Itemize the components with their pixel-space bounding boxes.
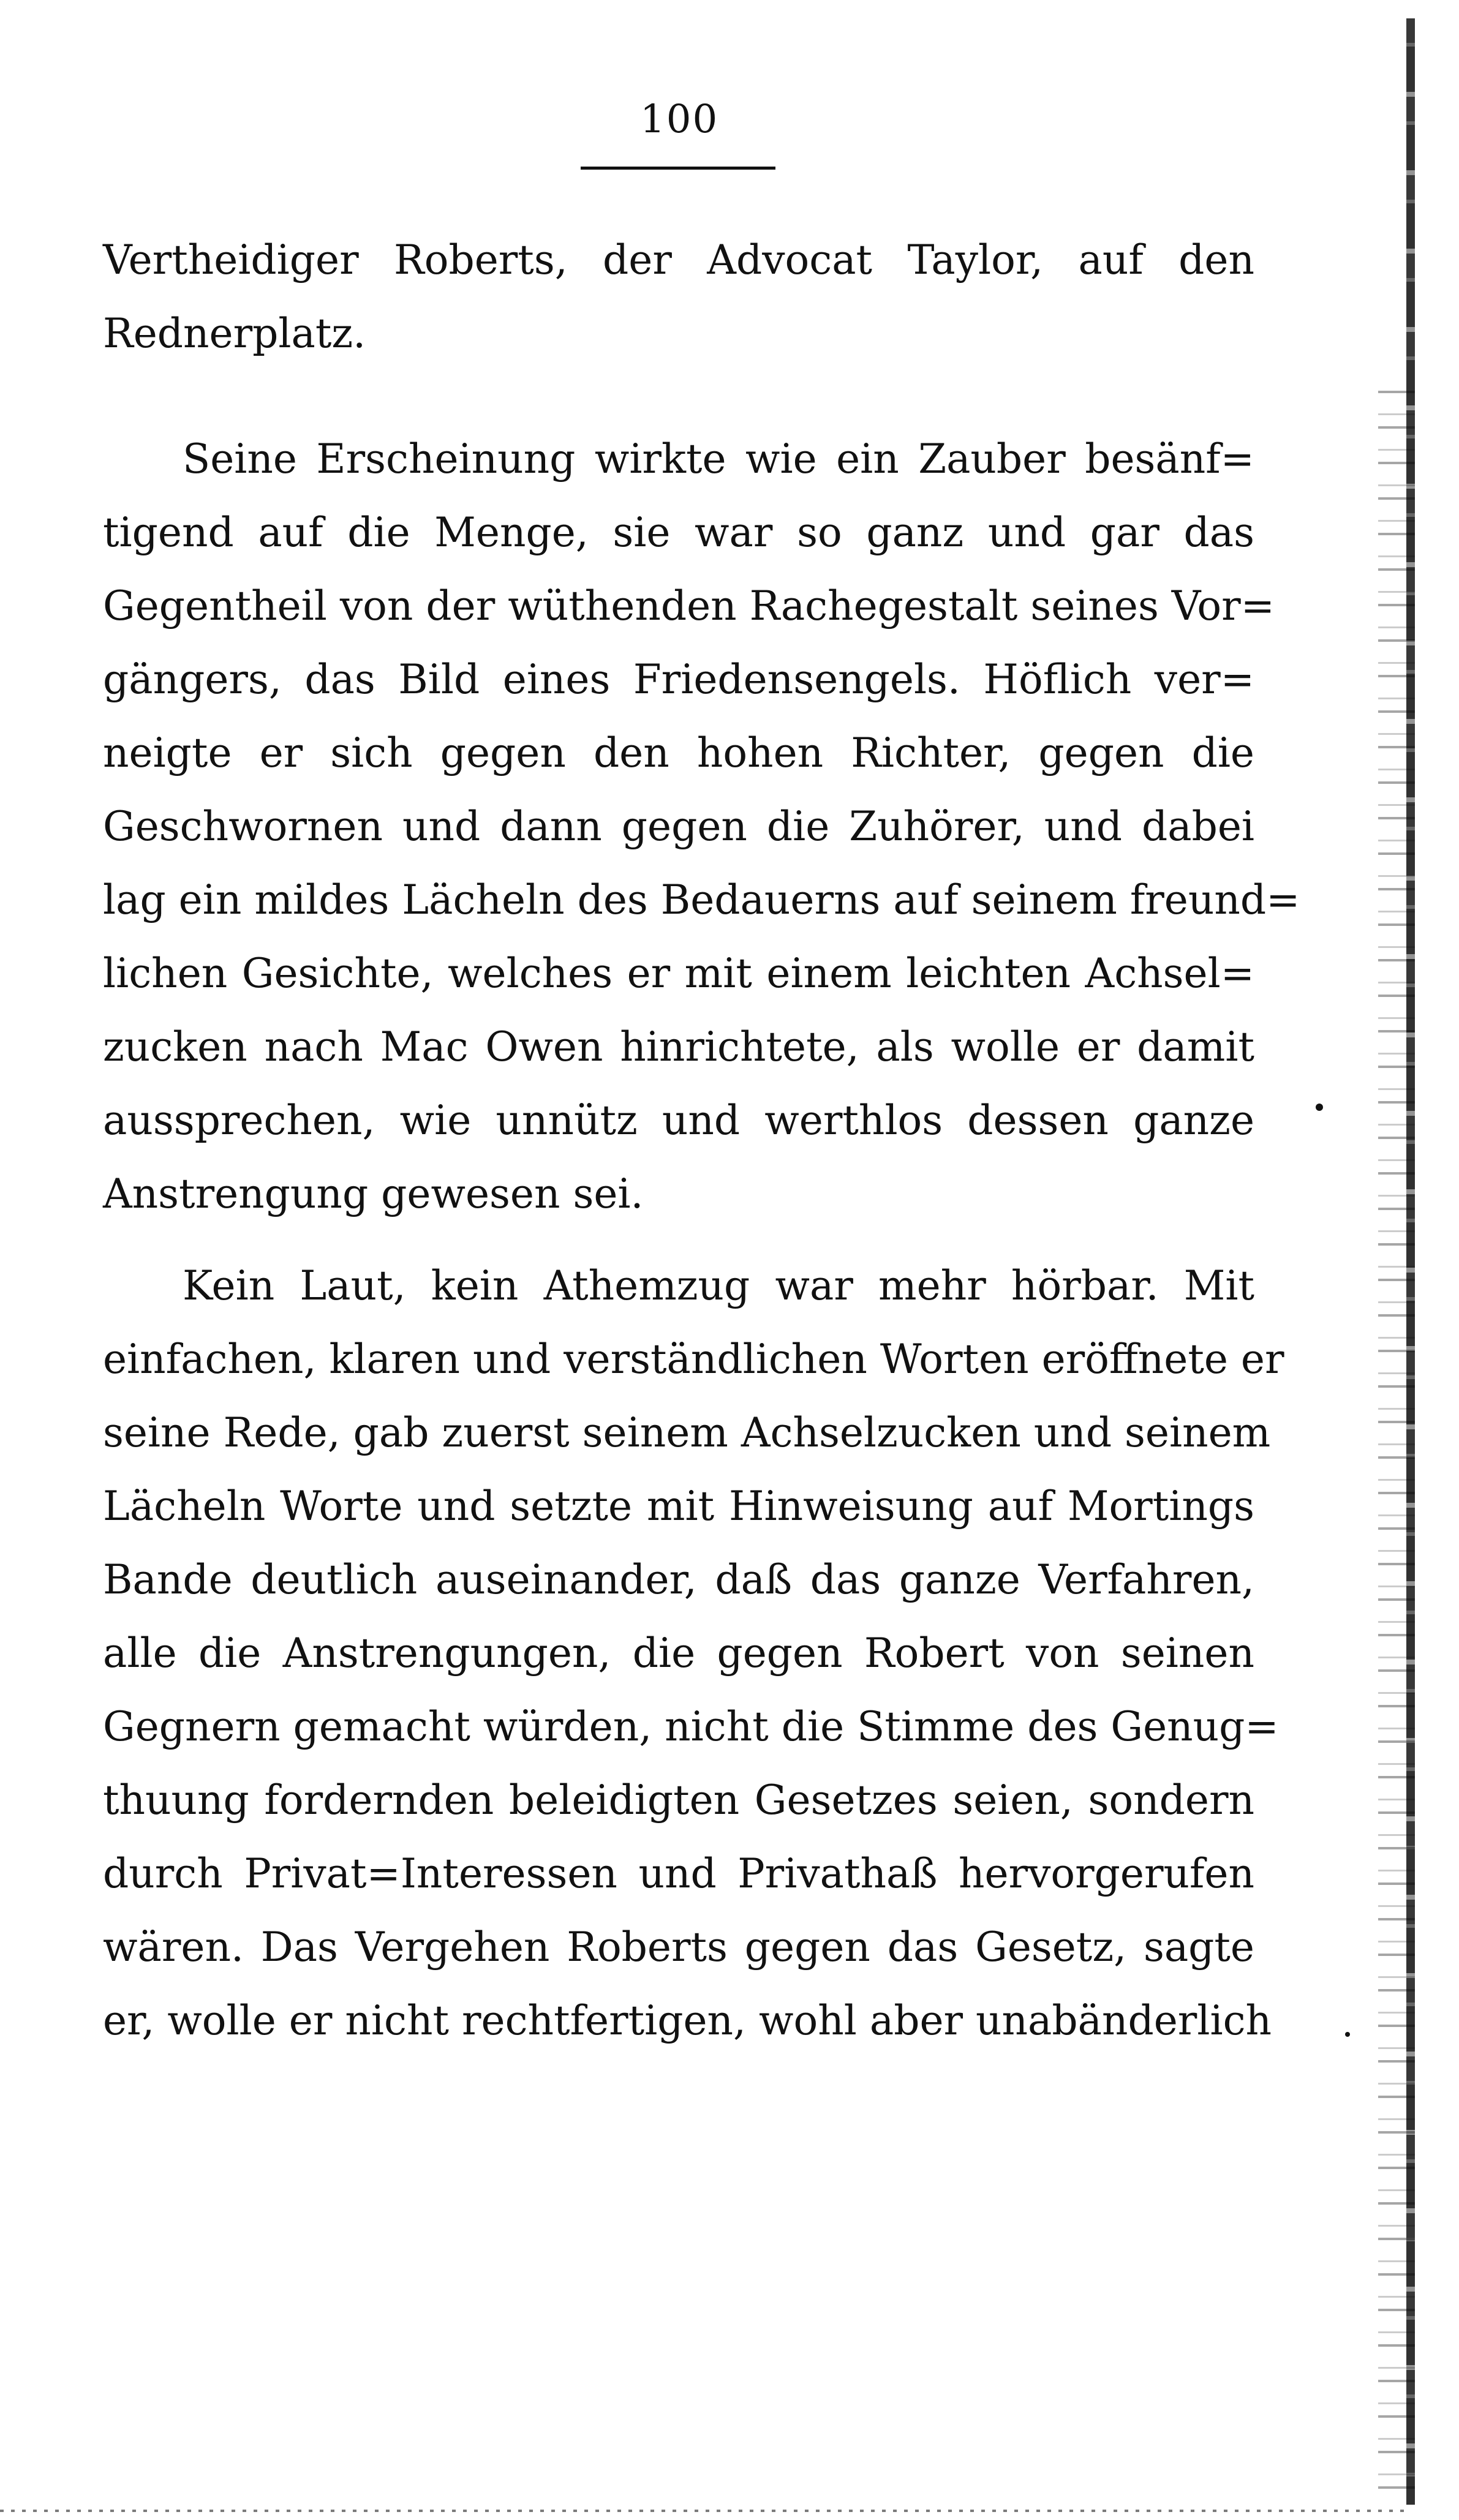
scan-edge-noise bbox=[1378, 380, 1415, 2505]
text-line: thuung fordernden beleidigten Gesetzes seien, sondern bbox=[103, 1777, 1254, 1824]
text-line: Rednerplatz. bbox=[103, 310, 366, 357]
text-line: alle die Anstrengungen, die gegen Robert von seinen bbox=[103, 1630, 1254, 1677]
text-line: Geschwornen und dann gegen die Zuhörer, und dabei bbox=[103, 803, 1254, 850]
text-line: durch Privat=Interessen und Privathaß hervorgerufen bbox=[103, 1850, 1254, 1897]
text-line: er, wolle er nicht rechtfertigen, wohl aber unabänderlich bbox=[103, 1997, 1272, 2044]
ink-speck bbox=[1345, 2032, 1350, 2037]
text-line: lag ein mildes Lächeln des Bedauerns auf seinem freund= bbox=[103, 876, 1300, 923]
paragraph-1 bbox=[103, 224, 1254, 370]
text-line: zucken nach Mac Owen hinrichtete, als wolle er damit bbox=[103, 1023, 1254, 1070]
page-number: 100 bbox=[640, 97, 719, 142]
text-line: Kein Laut, kein Athemzug war mehr hörbar. Mit bbox=[183, 1262, 1254, 1309]
scan-bottom-edge bbox=[0, 2510, 1409, 2512]
header-rule bbox=[581, 167, 775, 170]
text-line: neigte er sich gegen den hohen Richter, gegen die bbox=[103, 729, 1254, 777]
text-line: Anstrengung gewesen sei. bbox=[103, 1170, 644, 1217]
paragraph-2 bbox=[103, 423, 1300, 1231]
text-line: Vertheidiger Roberts, der Advocat Taylor, auf den bbox=[103, 236, 1254, 284]
text-line: Seine Erscheinung wirkte wie ein Zauber besänf= bbox=[183, 435, 1254, 483]
text-line: Lächeln Worte und setzte mit Hinweisung auf Mortings bbox=[103, 1483, 1254, 1530]
text-line: seine Rede, gab zuerst seinem Achselzucken und seinem bbox=[103, 1409, 1271, 1456]
text-line: tigend auf die Menge, sie war so ganz und gar das bbox=[103, 509, 1254, 556]
text-line: einfachen, klaren und verständlichen Worten eröffnete er bbox=[103, 1336, 1284, 1383]
text-line: wären. Das Vergehen Roberts gegen das Gesetz, sagte bbox=[103, 1924, 1254, 1971]
text-line: Gegnern gemacht würden, nicht die Stimme des Genug= bbox=[103, 1703, 1279, 1750]
paragraph-3 bbox=[103, 1249, 1284, 2058]
ink-speck bbox=[1316, 1104, 1323, 1111]
text-line: Bande deutlich auseinander, daß das ganze Verfahren, bbox=[103, 1556, 1254, 1603]
text-line: Gegentheil von der wüthenden Rachegestalt seines Vor= bbox=[103, 582, 1275, 630]
text-line: lichen Gesichte, welches er mit einem leichten Achsel= bbox=[103, 950, 1254, 997]
text-line: aussprechen, wie unnütz und werthlos dessen ganze bbox=[103, 1097, 1254, 1144]
text-line: gängers, das Bild eines Friedensengels. Höflich ver= bbox=[103, 656, 1254, 703]
